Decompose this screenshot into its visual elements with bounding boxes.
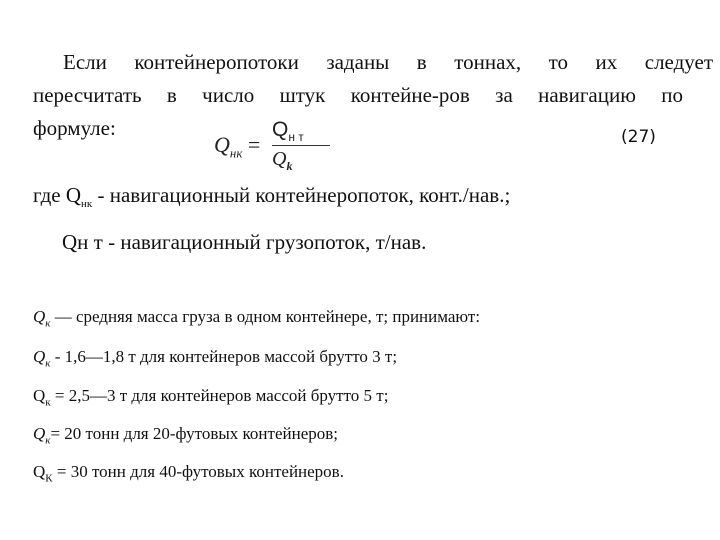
intro-line-3: формуле: [33, 116, 116, 140]
formula-lhs: $Q_{нк}$ = [214, 132, 261, 161]
note-4: $Q_к= 20$ тонн для 20-футовых контейнеров; [33, 424, 338, 447]
equation-number: (27) [621, 127, 656, 147]
definition-qnk: где $Q_{нк}$ - навигационный контейнеропоток, конт./нав.; [33, 183, 511, 211]
definition-qnt: Qн т - навигационный грузопоток, т/нав. [62, 230, 427, 254]
intro-line-2: пересчитать в число штук контейне-ров за навигацию по [33, 83, 683, 107]
note-3: $Q_к$ = 2,5—3 т для контейнеров массой брутто 5 т; [33, 386, 389, 409]
formula-denominator: $Q_k$ [272, 148, 293, 174]
formula-numerator: $Q_{н т}$ [272, 118, 304, 145]
note-5: $Q_К = 30$ тонн для 40-футовых контейнеров. [33, 462, 344, 485]
formula-fraction [272, 118, 332, 174]
fraction-bar [272, 145, 330, 146]
note-2: $Q_к$ - 1,6—1,8 т для контейнеров массой брутто 3 т; [33, 347, 398, 370]
intro-line-1: Если контейнеропотоки заданы в тоннах, то их следует [63, 50, 713, 74]
note-1: $Q_к$ — средняя масса груза в одном контейнере, т; принимают: [33, 307, 481, 330]
